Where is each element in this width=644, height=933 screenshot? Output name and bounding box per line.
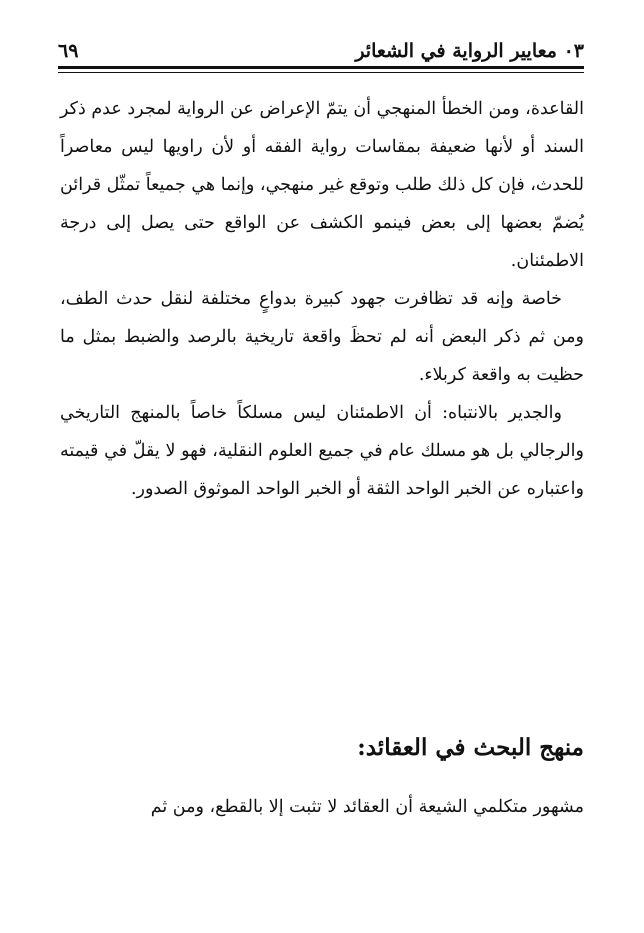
header-rule-thick (58, 66, 584, 69)
running-title: ٠٣ معايير الرواية في الشعائر (355, 40, 584, 62)
running-header (58, 30, 584, 62)
section-first-line: مشهور متكلمي الشيعة أن العقائد لا تثبت إلا بالقطع، ومن ثم (150, 797, 584, 817)
paragraph-3: والجدير بالانتباه: أن الاطمئنان ليس مسلكاً خاصاً بالمنهج التاريخي والرجالي بل هو مسلك عام في جميع العلوم النقلية، فهو لا يقلّ في قيمته واعتباره عن الخبر الواحد الثقة أو الخبر الواحد الموثوق الصدور. (60, 403, 584, 499)
body-text (60, 90, 584, 508)
paragraph-1: القاعدة، ومن الخطأ المنهجي أن يتمّ الإعراض عن الرواية لمجرد عدم ذكر السند أو لأنها ضعيفة بمقاسات رواية الفقه أو لأن راويها ليس معاصراً للحدث، فإن كل ذلك طلب وتوقع غير منهجي، وإنما هي جميعاً تمثّل قرائن يُضمّ بعضها إلى بعض فينمو الكشف عن الواقع حتى يصل إلى درجة الاطمئنان. (60, 99, 584, 271)
section-heading: منهج البحث في العقائد: (357, 734, 584, 761)
page-number: ٦٩ (58, 40, 79, 62)
paragraph-2: خاصة وإنه قد تظافرت جهود كبيرة بدواعٍ مختلفة لنقل حدث الطف، ومن ثم ذكر البعض أنه لم تحظَ واقعة تاريخية بالرصد والضبط بمثل ما حظيت به واقعة كربلاء. (60, 289, 584, 385)
header-rule-thin (58, 72, 584, 73)
